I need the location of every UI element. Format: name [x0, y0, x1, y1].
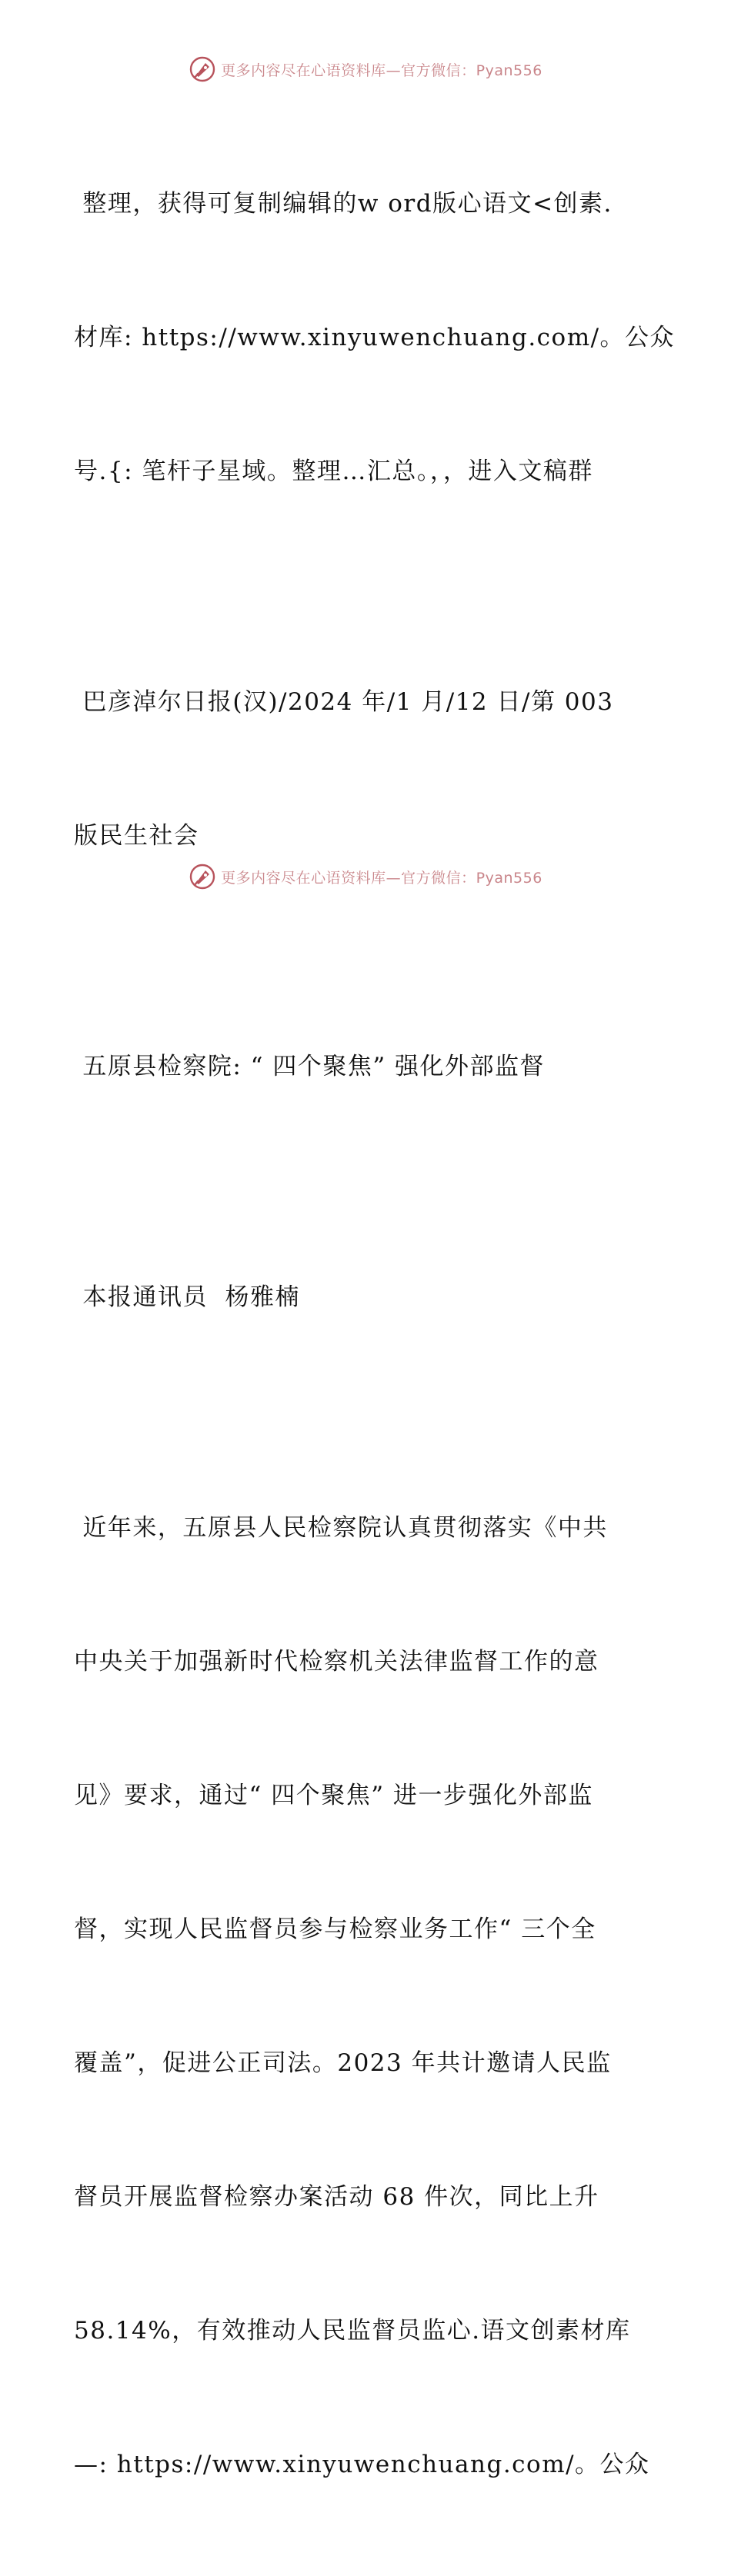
- document-body: [74, 92, 676, 2576]
- watermark-text: 更多内容尽在心语资料库—官方微信：Pyan556: [221, 62, 542, 79]
- text-line: 覆盖”，促进公正司法。2023 年共计邀请人民监: [74, 2049, 612, 2077]
- pen-nib-logo-icon: [189, 55, 216, 83]
- footer-watermark: [0, 860, 731, 894]
- text-line: 本报通讯员 杨雅楠: [74, 1283, 301, 1311]
- paragraph-source: [74, 591, 659, 947]
- watermark-text: 更多内容尽在心语资料库—官方微信：Pyan556: [221, 869, 542, 887]
- pen-nib-logo-icon: [189, 863, 216, 890]
- text-line: 版民生社会: [74, 822, 199, 850]
- text-line: 58.14%，有效推动人民监督员监心.语文创素材库: [74, 2317, 631, 2345]
- text-line: 中央关于加强新时代检察机关法律监督工作的意: [74, 1648, 599, 1676]
- text-line: 督，实现人民监督员参与检察业务工作“ 三个全: [74, 1915, 596, 1943]
- text-line: 巴彦淖尔日报(汉)/2024 年/1 月/12 日/第 003: [74, 688, 614, 716]
- text-line: 号.{: 笔杆子星域。整理…汇总。，，进入文稿群: [74, 458, 593, 485]
- text-line: 见》要求，通过“ 四个聚焦” 进一步强化外部监: [74, 1782, 593, 1809]
- header-watermark: [0, 52, 731, 86]
- article-title: [74, 955, 659, 1178]
- article-byline: [74, 1186, 659, 1409]
- text-line: 材库: https://www.xinyuwenchuang.com/。公众: [74, 324, 676, 351]
- paragraph-body: [74, 1416, 659, 2576]
- paragraph-intro: [74, 92, 676, 583]
- text-line: 近年来，五原县人民检察院认真贯彻落实《中共: [74, 1514, 608, 1542]
- text-line: —: https://www.xinyuwenchuang.com/。公众: [74, 2451, 650, 2478]
- text-line: 整理，获得可复制编辑的w ord版心语文<创素.: [74, 190, 613, 218]
- text-line: 督员开展监督检察办案活动 68 件次，同比上升: [74, 2183, 599, 2211]
- text-line: 五原县检察院: “ 四个聚焦” 强化外部监督: [74, 1053, 546, 1080]
